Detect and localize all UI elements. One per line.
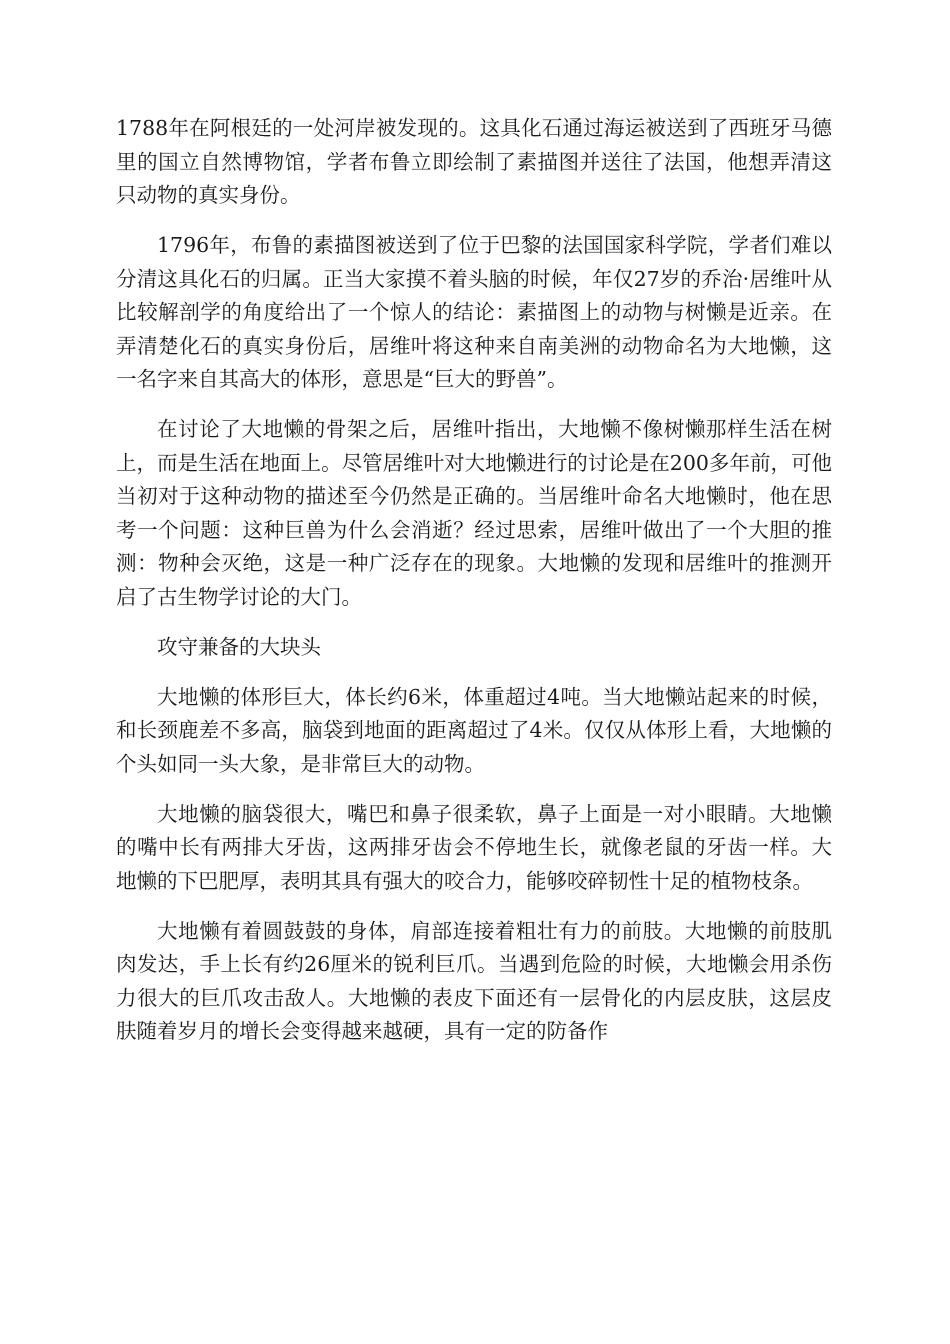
paragraph-cuvier-conclusion: 1796年，布鲁的素描图被送到了位于巴黎的法国国家科学院，学者们难以分清这具化石的归属。正当大家摸不着头脑的时候，年仅27岁的乔治·居维叶从比较解剖学的角度给出了一个惊人的结论：素描图上的动物与树懒是近亲。在弄清楚化石的真实身份后，居维叶将这种来自南美洲的动物命名为大地懒，这一名字来自其高大的体形，意思是“巨大的野兽”。 — [116, 233, 832, 391]
paragraph-head-teeth: 大地懒的脑袋很大，嘴巴和鼻子很柔软，鼻子上面是一对小眼睛。大地懒的嘴中长有两排大牙齿，这两排牙齿会不停地生长，就像老鼠的牙齿一样。大地懒的下巴肥厚，表明其具有强大的咬合力，能够咬碎韧性十足的植物枝条。 — [116, 801, 832, 893]
paragraph-continuation: 1788年在阿根廷的一处河岸被发现的。这具化石通过海运被送到了西班牙马德里的国立自然博物馆，学者布鲁立即绘制了素描图并送往了法国，他想弄清这只动物的真实身份。 — [116, 116, 832, 207]
paragraph-ground-living: 在讨论了大地懒的骨架之后，居维叶指出，大地懒不像树懒那样生活在树上，而是生活在地面上。尽管居维叶对大地懒进行的讨论是在200多年前，可他当初对于这种动物的描述至今仍然是正确的。当居维叶命名大地懒时，他在思考一个问题：这种巨兽为什么会消逝？经过思索，居维叶做出了一个大胆的推测：物种会灭绝，这是一种广泛存在的现象。大地懒的发现和居维叶的推测开启了古生物学讨论的大门。 — [116, 417, 832, 609]
paragraph-claws-skin: 大地懒有着圆鼓鼓的身体，肩部连接着粗壮有力的前肢。大地懒的前肢肌肉发达，手上长有约26厘米的锐利巨爪。当遇到危险的时候，大地懒会用杀伤力很大的巨爪攻击敌人。大地懒的表皮下面还有一层骨化的内层皮肤，这层皮肤随着岁月的增长会变得越来越硬，具有一定的防备作 — [116, 918, 832, 1043]
section-heading: 攻守兼备的大块头 — [157, 634, 321, 659]
document-page — [116, 112, 832, 1065]
paragraph-body-size: 大地懒的体形巨大，体长约6米，体重超过4吨。当大地懒站起来的时候，和长颈鹿差不多高，脑袋到地面的距离超过了4米。仅仅从体形上看，大地懒的个头如同一头大象，是非常巨大的动物。 — [116, 684, 832, 776]
